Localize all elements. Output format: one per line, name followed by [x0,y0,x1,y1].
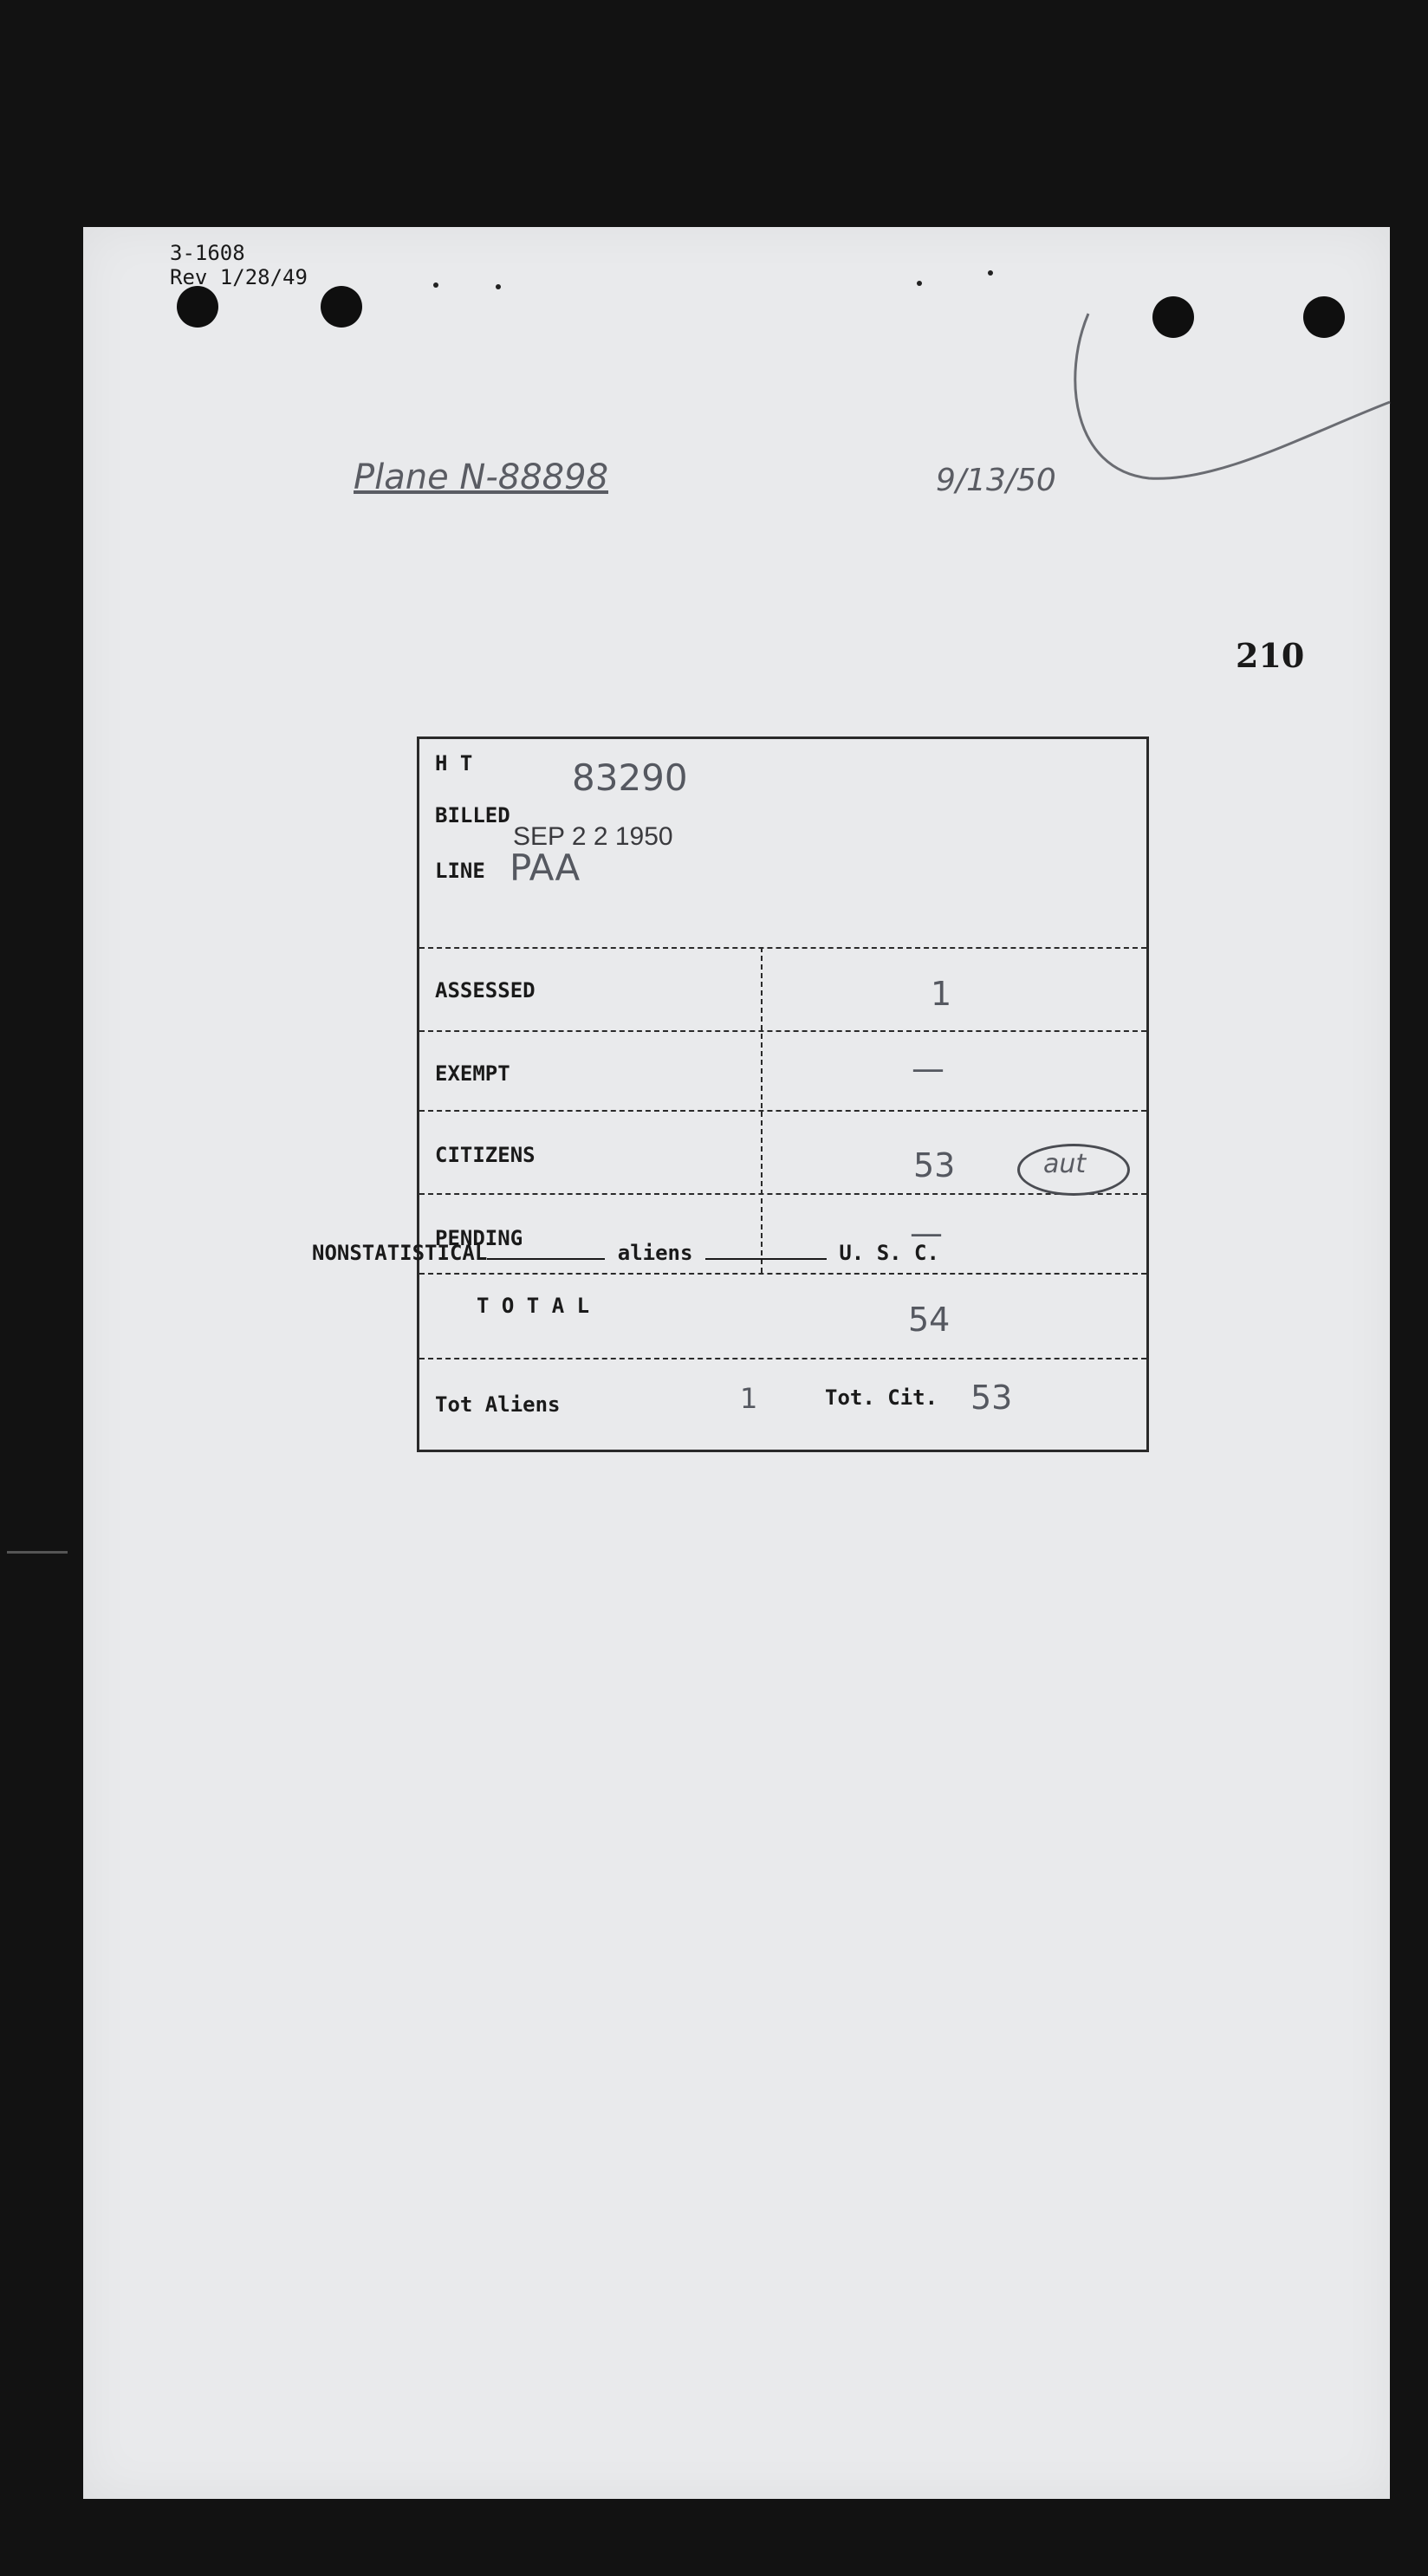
column-divider [761,947,763,1273]
label-billed: BILLED [435,803,510,827]
ht-number: 83290 [572,756,688,799]
nonstatistical-blank [487,1258,605,1260]
speck [433,282,438,288]
initials: aut [1043,1149,1087,1179]
row-label-pending: PENDING [435,1226,523,1250]
form-number: 3-1608 [170,241,245,265]
label-usc: U. S. C. [839,1241,939,1265]
aliens-blank [705,1258,827,1260]
tot-cit-value: 53 [970,1379,1013,1417]
label-aliens: aliens [617,1241,693,1265]
pencil-curve-mark [1054,305,1392,496]
record-box [417,736,1149,1452]
nonstatistical-line [312,1241,939,1265]
billed-date-stamp: SEP 2 2 1950 [513,822,673,851]
label-tot-cit: Tot. Cit. [825,1385,938,1410]
row-value-citizens: 53 [913,1146,956,1184]
label-tot-aliens: Tot Aliens [435,1392,561,1417]
total-value: 54 [908,1301,951,1339]
row-label-citizens: CITIZENS [435,1143,536,1167]
divider [419,1193,1146,1195]
tot-aliens-value: 1 [740,1382,758,1415]
divider [419,1273,1146,1275]
divider [419,1358,1146,1359]
edge-mark [7,1551,68,1554]
speck [917,281,922,286]
line-value: PAA [510,847,581,889]
punch-hole-left-2 [321,286,362,328]
label-nonstatistical: NONSTATISTICAL [312,1241,488,1265]
row-label-exempt: EXEMPT [435,1061,510,1086]
row-value-exempt: — [912,1049,944,1087]
handwritten-flight: Plane N-88898 [354,457,609,497]
row-value-pending: — [910,1214,943,1252]
row-value-assessed: 1 [931,975,952,1013]
row-label-assessed: ASSESSED [435,978,536,1002]
speck [496,284,501,289]
label-ht: H T [435,751,473,775]
speck [988,270,993,276]
label-total: T O T A L [477,1294,590,1318]
document-sheet [83,227,1390,2499]
form-revision: Rev 1/28/49 [170,265,308,289]
divider [419,1030,1146,1032]
divider [419,947,1146,949]
divider [419,1110,1146,1112]
page-number: 210 [1236,636,1305,675]
handwritten-date: 9/13/50 [936,463,1056,498]
label-line: LINE [435,859,485,883]
punch-hole-left-1 [177,286,218,328]
